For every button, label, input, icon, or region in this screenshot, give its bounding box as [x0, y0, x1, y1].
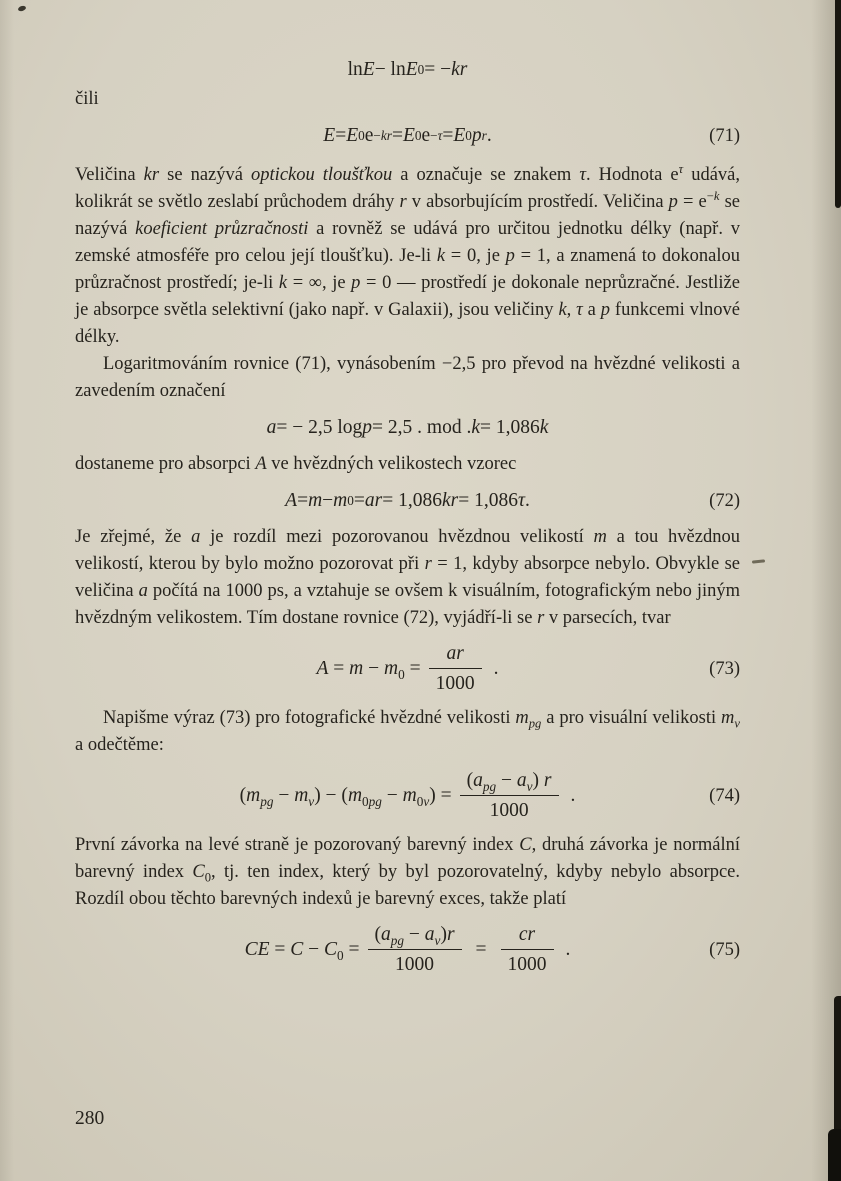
equation-74-numerator: $(a_{pg} - a_v)$ r [466, 770, 552, 794]
equation-intro-body: ln E − ln E 0 = − kr [347, 59, 468, 80]
paragraph-photographic-magnitudes: Napišme výraz (73) pro fotografické hvězdné velikosti $m_{pg}$ a pro visuální velikosti $m_v$ a odečtěme: [75, 708, 740, 755]
scan-artifact-corner [828, 1129, 841, 1181]
paragraph-optical-thickness: Veličina kr se nazývá optickou tloušťkou a označuje se znakem τ. Hodnota $e^\tau$ udává, kolikrát se světlo zeslabí průchodem dráhy r v absorbujícím prostředí. Veličina $p = e^{-k}$ se nazývá koeficient průzračnosti a rovněž se udává pro určitou jednotku délky (např. v zemské atmosféře pro celou její tloušťku). Je-li k = 0, je p = 1, a znamená to dokonalou průzračnost prostředí; je-li k = ∞, je p = 0 — prostředí je dokonale neprůzračné. Jestliže je absorpce světla selektivní (jako např. v Galaxii), jsou veličiny k, τ a p funkcemi vlnové délky. [75, 161, 741, 347]
equation-74 [75, 768, 740, 823]
paragraph-color-index: První závorka na levé straně je pozorovaný barevný index C, druhá závorka je normální barevný index $C_0$, tj. ten index, který by byl pozorovatelný, kdyby nebylo absorpce. Rozdíl obou těchto barevných indexů je barevný exces, takže platí [75, 835, 741, 909]
equation-73-lhs: $A = m - m_0$ = [316, 657, 421, 682]
equation-75-lhs: CE = $C - C_0$ = [244, 938, 360, 963]
equation-72-number: (72) [709, 491, 740, 511]
equation-74-fraction [460, 768, 559, 823]
equation-72-body: A = m − m 0 = ar = 1,086 kr = 1,086 τ . [285, 490, 530, 511]
equation-75-tail: . [565, 938, 571, 960]
equation-73 [75, 641, 740, 696]
word-cili: čili [75, 89, 99, 109]
equation-75-number: (75) [709, 939, 740, 960]
paper-speck-top-left [17, 5, 26, 12]
equation-74-denominator: 1000 [460, 795, 559, 823]
equation-72 [75, 487, 740, 515]
equation-74-number: (74) [709, 785, 740, 806]
equation-75-numerator-1: $(a_{pg} - a_v)r$ [374, 924, 455, 948]
equation-73-body [317, 641, 499, 696]
equation-73-number: (73) [709, 658, 740, 679]
scan-artifact-top-right [835, 0, 841, 208]
equation-75-denominator-2: 1000 [501, 949, 554, 977]
page-content [75, 0, 740, 986]
equation-71-number: (71) [709, 126, 740, 146]
equation-71-body: E = E 0 e −kr = E 0 e −τ = E 0 p r . [323, 125, 492, 146]
paragraph-logarithm-intro: Logaritmováním rovnice (71), vynásobením −2,5 pro převod na hvězdné velikosti a zavedením označení [75, 354, 740, 401]
equation-75-body [245, 922, 571, 977]
equation-71 [75, 122, 740, 150]
equation-75-fraction-2 [501, 922, 554, 977]
equation-73-numerator: ar [446, 643, 464, 664]
equation-75 [75, 922, 740, 977]
equation-a-definition-body: a = − 2,5 log p = 2,5 . mod . k = 1,086 k [266, 417, 549, 438]
paragraph-a-meaning: Je zřejmé, že a je rozdíl mezi pozorovanou hvězdnou velikostí m a tou hvězdnou velikostí, kterou by bylo možno pozorovat při r = 1, kdyby absorpce nebylo. Obvykle se veličina a počítá na 1000 ps, a vztahuje se ovšem k visuálním, fotografickým nebo jiným hvězdným velikostem. Tím dostane rovnice (72), vyjádří-li se r v parsecích, tvar [75, 527, 741, 628]
paragraph-absorption-lead: dostaneme pro absorpci A ve hvězdných velikostech vzorec [75, 454, 517, 474]
equation-73-denominator: 1000 [429, 668, 482, 696]
equation-75-equals: = [475, 938, 487, 960]
equation-75-denominator-1: 1000 [368, 949, 462, 977]
equation-75-numerator-2: cr [518, 924, 536, 945]
equation-75-fraction-1 [368, 922, 462, 977]
equation-74-tail: . [570, 784, 576, 806]
scan-shadow-left-edge [0, 0, 14, 1181]
equation-intro [75, 56, 740, 84]
page-number: 280 [75, 1108, 105, 1129]
equation-74-lhs: $(m_{pg} - m_v) - (m_{0pg} - m_{0v})$ = [239, 784, 452, 809]
equation-a-definition [75, 414, 740, 442]
paper-speck-margin [752, 559, 765, 563]
equation-73-tail: . [493, 657, 499, 679]
equation-74-body [240, 768, 576, 823]
equation-73-fraction [429, 641, 482, 696]
